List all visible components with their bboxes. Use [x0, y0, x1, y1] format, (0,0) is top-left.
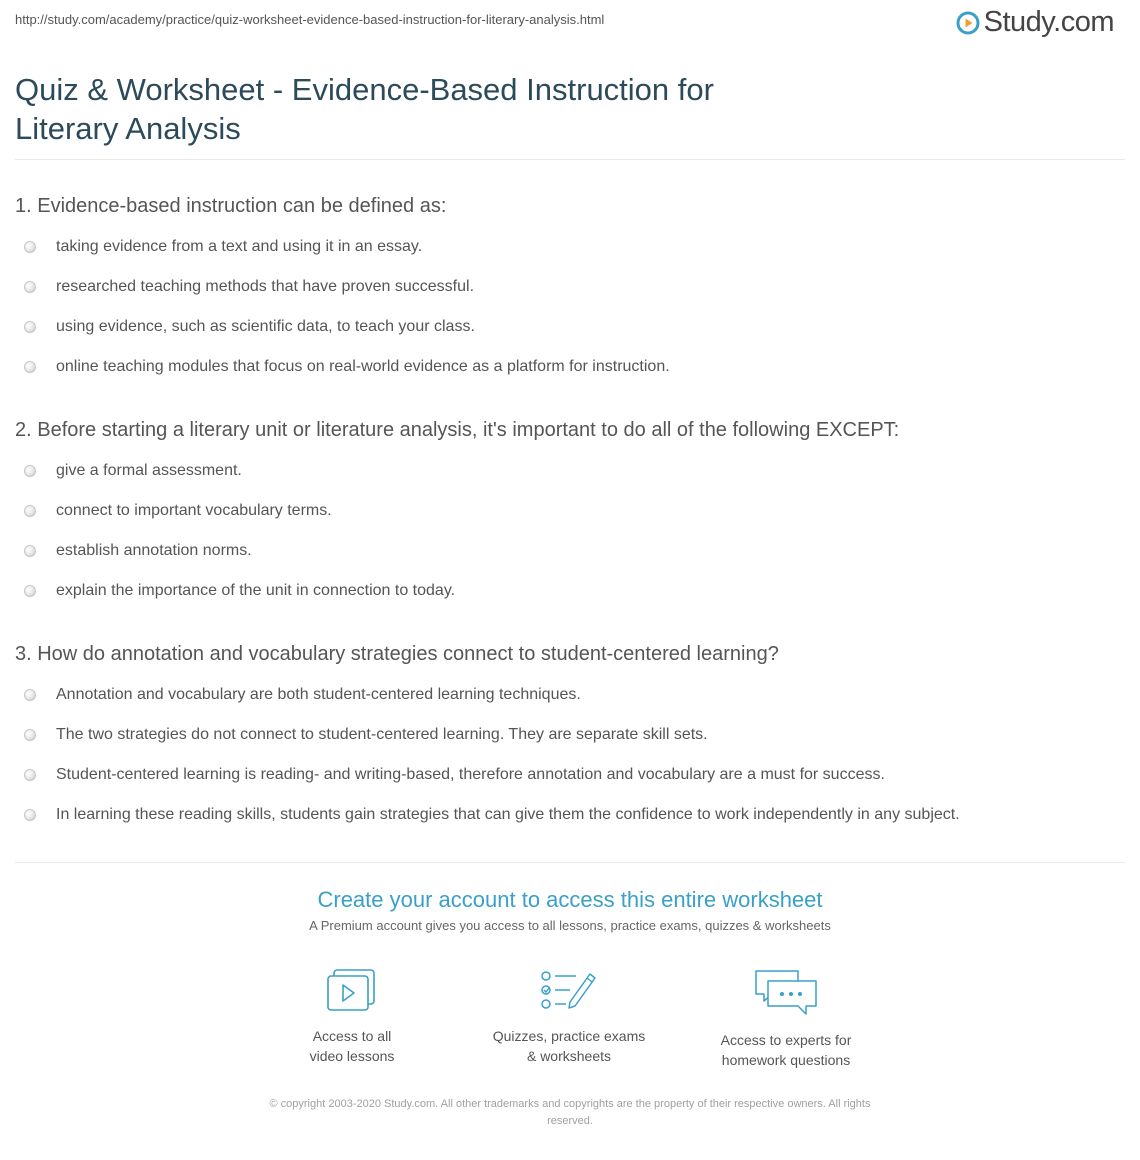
radio-button[interactable]: [24, 321, 36, 333]
video-lessons-icon: [326, 968, 378, 1014]
answer-label: establish annotation norms.: [56, 542, 252, 559]
play-circle-icon: [956, 11, 980, 35]
answer-label: taking evidence from a text and using it in an essay.: [56, 238, 423, 255]
answer-option[interactable]: [15, 571, 1125, 611]
answer-option[interactable]: [15, 451, 1125, 491]
answer-label: give a formal assessment.: [56, 462, 242, 479]
title-line-1: Quiz & Worksheet - Evidence-Based Instruction for: [15, 72, 714, 107]
answer-label: The two strategies do not connect to student-centered learning. They are separate skill sets.: [56, 726, 708, 743]
answer-label: Student-centered learning is reading- and writing-based, therefore annotation and vocabulary are a must for success.: [56, 766, 885, 783]
page-title: [15, 70, 835, 148]
answer-label: online teaching modules that focus on real-world evidence as a platform for instruction.: [56, 358, 670, 375]
answer-label: researched teaching methods that have proven successful.: [56, 278, 475, 295]
question-1: [15, 193, 1125, 387]
radio-button[interactable]: [24, 769, 36, 781]
answer-label: explain the importance of the unit in connection to today.: [56, 582, 456, 599]
radio-button[interactable]: [24, 361, 36, 373]
radio-button[interactable]: [24, 729, 36, 741]
answer-option[interactable]: [15, 795, 1125, 835]
answer-option[interactable]: [15, 347, 1125, 387]
question-text: 2. Before starting a literary unit or literature analysis, it's important to do all of the following EXCEPT:: [15, 419, 900, 441]
answer-label: using evidence, such as scientific data, to teach your class.: [56, 318, 475, 335]
title-divider: [15, 159, 1125, 160]
feature-text: & worksheets: [526, 1048, 612, 1064]
answer-option[interactable]: [15, 267, 1125, 307]
quiz-checklist-icon: [540, 968, 598, 1014]
radio-button[interactable]: [24, 809, 36, 821]
cta-headline[interactable]: Create your account to access this entire worksheet: [317, 887, 823, 912]
feature-video-lessons: [242, 968, 462, 1066]
answer-option[interactable]: [15, 491, 1125, 531]
radio-button[interactable]: [24, 505, 36, 517]
chat-bubbles-icon: [754, 968, 818, 1018]
radio-button[interactable]: [24, 241, 36, 253]
answer-label: In learning these reading skills, students gain strategies that can give them the confidence to work independently in any subject.: [56, 806, 960, 823]
answer-option[interactable]: [15, 675, 1125, 715]
feature-text: video lessons: [309, 1048, 395, 1064]
feature-experts: [676, 968, 896, 1070]
feature-text: homework questions: [721, 1052, 851, 1068]
question-2: [15, 417, 1125, 611]
title-line-2: Literary Analysis: [15, 111, 241, 146]
question-text: 1. Evidence-based instruction can be defined as:: [15, 195, 447, 217]
radio-button[interactable]: [24, 585, 36, 597]
answer-option[interactable]: [15, 755, 1125, 795]
feature-text: Access to all: [312, 1028, 392, 1044]
question-3: [15, 641, 1125, 835]
question-text: 3. How do annotation and vocabulary strategies connect to student-centered learning?: [15, 643, 779, 665]
radio-button[interactable]: [24, 281, 36, 293]
feature-text: Access to experts for: [720, 1032, 852, 1048]
feature-quizzes: [459, 968, 679, 1066]
answer-label: connect to important vocabulary terms.: [56, 502, 332, 519]
study-logo[interactable]: [956, 6, 1114, 39]
copyright: [210, 1096, 930, 1130]
radio-button[interactable]: [24, 689, 36, 701]
answer-option[interactable]: [15, 227, 1125, 267]
cta-divider: [15, 862, 1125, 863]
answer-option[interactable]: [15, 307, 1125, 347]
answer-option[interactable]: [15, 715, 1125, 755]
page-url: http://study.com/academy/practice/quiz-worksheet-evidence-based-instruction-for-literary-analysis.html: [15, 12, 605, 27]
copyright-line-1: © copyright 2003-2020 Study.com. All other trademarks and copyrights are the property of their respective owners. All rights: [269, 1098, 871, 1110]
radio-button[interactable]: [24, 465, 36, 477]
radio-button[interactable]: [24, 545, 36, 557]
copyright-line-2: reserved.: [547, 1115, 593, 1127]
answer-label: Annotation and vocabulary are both student-centered learning techniques.: [56, 686, 581, 703]
logo-text: Study.com: [983, 6, 1114, 38]
cta-subtext: A Premium account gives you access to all lessons, practice exams, quizzes & worksheets: [309, 918, 831, 933]
answer-option[interactable]: [15, 531, 1125, 571]
feature-text: Quizzes, practice exams: [492, 1028, 646, 1044]
signup-cta: [0, 886, 1140, 933]
